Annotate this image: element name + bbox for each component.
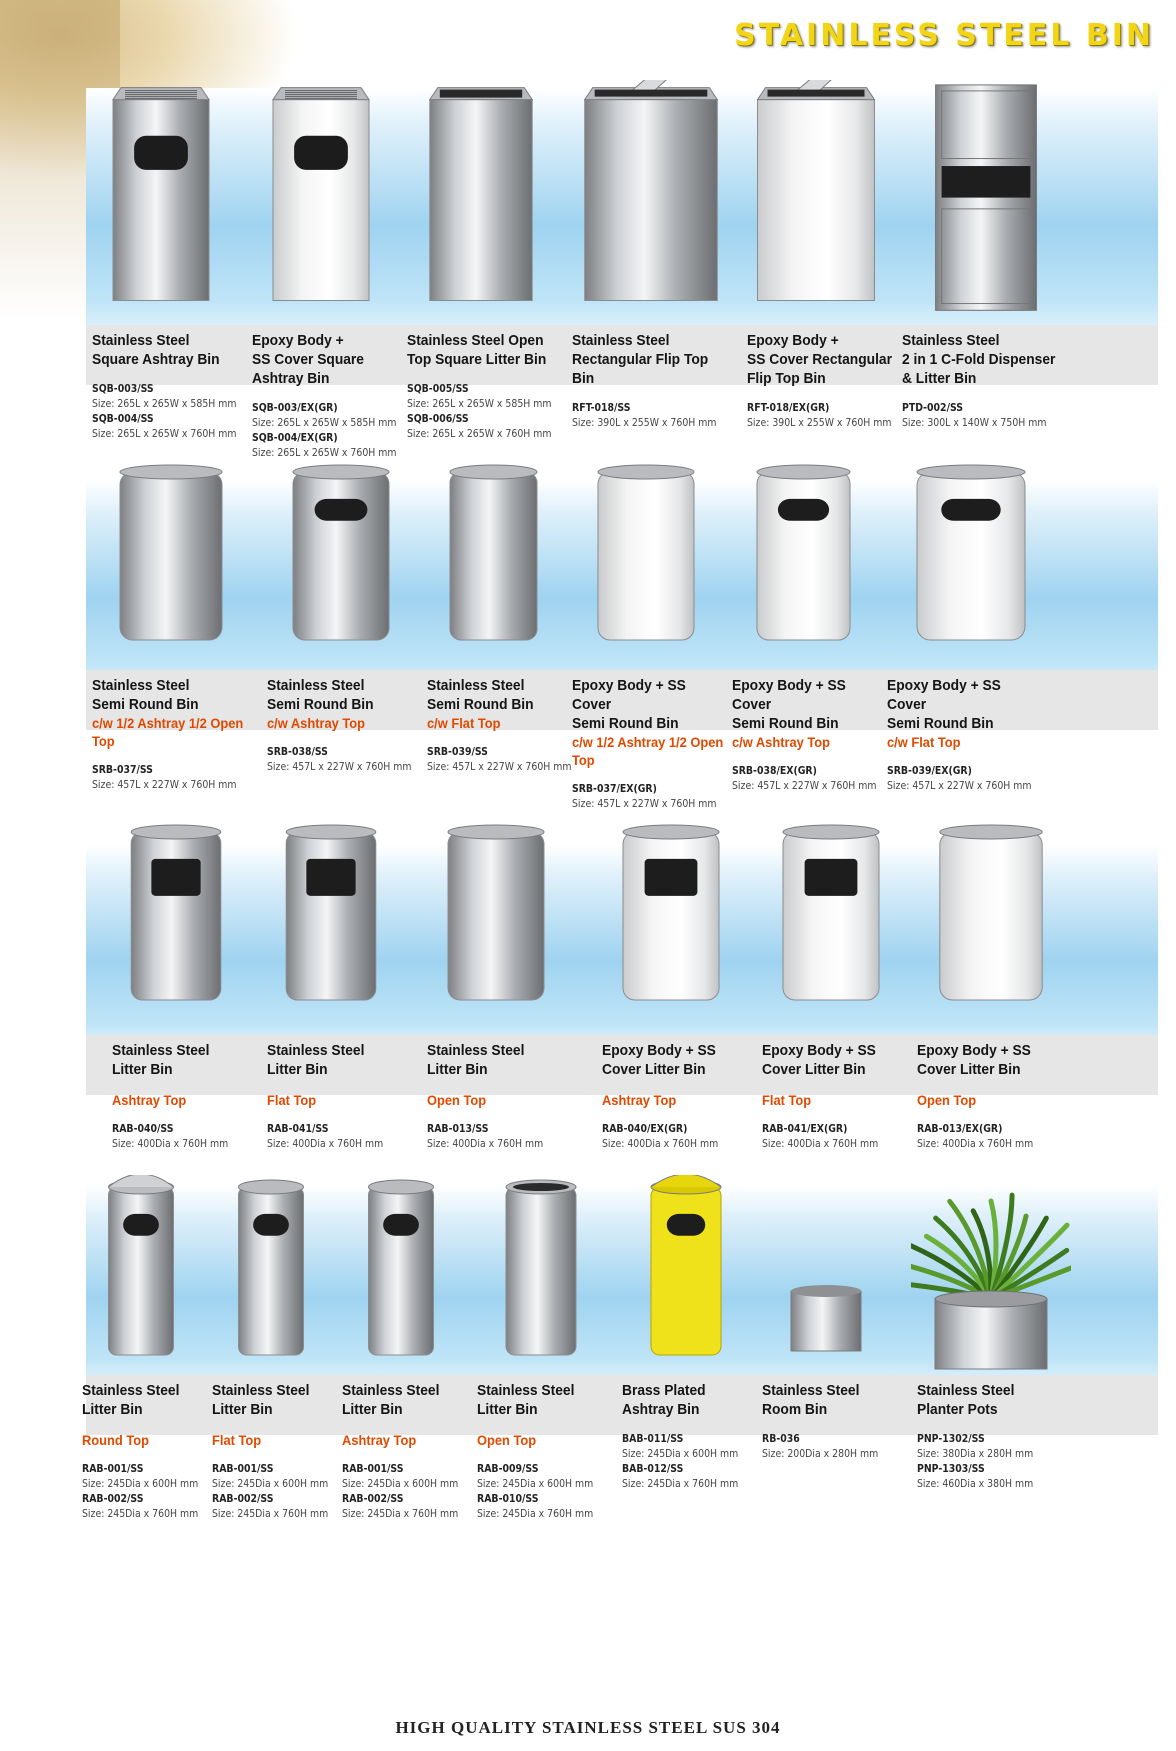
product-image (566, 460, 726, 660)
product-text (252, 331, 422, 460)
product-code: SRB-038/EX(GR) (732, 764, 817, 777)
product-text (602, 1041, 772, 1151)
product-code: RAB-001/SS (212, 1462, 274, 1475)
product-code: SRB-039/EX(GR) (887, 764, 972, 777)
product-text (732, 676, 902, 793)
product-size: Size: 245Dia x 760H mm (477, 1507, 594, 1520)
product-text (572, 676, 742, 811)
product-code: RAB-041/EX(GR) (762, 1122, 848, 1135)
product-text (572, 331, 742, 430)
product-size: Size: 265L x 265W x 760H mm (92, 427, 237, 440)
product-size: Size: 245Dia x 760H mm (622, 1477, 739, 1490)
product-text (762, 1041, 932, 1151)
product-name: Epoxy Body + SS Cover Litter Bin (602, 1042, 716, 1078)
product-name: Brass Plated Ashtray Bin (622, 1382, 706, 1418)
product-code: SQB-006/SS (407, 412, 469, 425)
product-size: Size: 245Dia x 600H mm (82, 1477, 199, 1490)
product-variant-tag: c/w Ashtray Top (267, 715, 366, 731)
product-variant-tag: Flat Top (212, 1432, 262, 1448)
product-name: Stainless Steel Litter Bin (82, 1382, 180, 1418)
product-size: Size: 400Dia x 760H mm (762, 1137, 879, 1150)
product-image (566, 80, 736, 325)
product-size: Size: 265L x 265W x 585H mm (407, 397, 552, 410)
product-image (401, 80, 561, 325)
product-name: Stainless Steel Litter Bin (212, 1382, 310, 1418)
product-code: RAB-010/SS (477, 1492, 539, 1505)
product-size: Size: 245Dia x 760H mm (212, 1507, 329, 1520)
product-code: SRB-037/SS (92, 763, 153, 776)
product-code: RAB-001/SS (82, 1462, 144, 1475)
product-size: Size: 390L x 255W x 760H mm (747, 416, 892, 429)
product-size: Size: 400Dia x 760H mm (427, 1137, 544, 1150)
product-code: SRB-039/SS (427, 745, 488, 758)
product-image (421, 820, 571, 1020)
product-name: Epoxy Body + SS Cover Litter Bin (762, 1042, 876, 1078)
product-name: Stainless Steel Semi Round Bin (427, 677, 534, 713)
product-variant-tag: Flat Top (267, 1092, 317, 1108)
product-text (917, 1041, 1087, 1151)
product-name: Epoxy Body + SS Cover Square Ashtray Bin (252, 332, 364, 387)
product-size: Size: 245Dia x 600H mm (622, 1447, 739, 1460)
product-image (596, 820, 746, 1020)
product-size: Size: 400Dia x 760H mm (267, 1137, 384, 1150)
product-name: Stainless Steel Room Bin (762, 1382, 860, 1418)
product-image (911, 820, 1071, 1020)
product-size: Size: 265L x 265W x 585H mm (252, 416, 397, 429)
product-name: Epoxy Body + SS Cover Litter Bin (917, 1042, 1031, 1078)
product-text (267, 1041, 437, 1151)
page-footer: HIGH QUALITY STAINLESS STEEL SUS 304 (395, 1718, 781, 1737)
product-size: Size: 245Dia x 600H mm (477, 1477, 594, 1490)
product-code: RAB-013/EX(GR) (917, 1122, 1003, 1135)
product-variant-tag: Open Top (917, 1092, 977, 1108)
product-size: Size: 400Dia x 760H mm (112, 1137, 229, 1150)
product-text (267, 676, 437, 774)
product-text (747, 331, 917, 430)
product-variant-tag: Ashtray Top (602, 1092, 677, 1108)
product-text (92, 676, 262, 792)
product-text (407, 331, 577, 441)
product-size: Size: 457L x 227W x 760H mm (572, 797, 717, 810)
product-code: SQB-003/EX(GR) (252, 401, 338, 414)
product-name: Stainless Steel 2 in 1 C-Fold Dispenser & Litter Bin (902, 332, 1056, 387)
product-text (427, 1041, 597, 1151)
product-variant-tag: Round Top (82, 1432, 150, 1448)
product-variant-tag: c/w Flat Top (427, 715, 501, 731)
product-image (421, 460, 566, 660)
product-size: Size: 400Dia x 760H mm (602, 1137, 719, 1150)
product-image (911, 1175, 1071, 1375)
product-image (726, 460, 881, 660)
product-size: Size: 400Dia x 760H mm (917, 1137, 1034, 1150)
product-image (756, 1175, 896, 1375)
product-name: Stainless Steel Rectangular Flip Top Bin (572, 332, 709, 387)
product-code: RAB-013/SS (427, 1122, 489, 1135)
product-code: PNP-1303/SS (917, 1462, 985, 1475)
product-code: RFT-018/SS (572, 401, 631, 414)
product-image (741, 80, 891, 325)
product-row-4 (82, 1170, 1158, 1535)
product-code: RAB-009/SS (477, 1462, 539, 1475)
product-code: SQB-005/SS (407, 382, 469, 395)
product-size: Size: 265L x 265W x 760H mm (407, 427, 552, 440)
product-variant-tag: Ashtray Top (112, 1092, 187, 1108)
product-code: RAB-002/SS (212, 1492, 274, 1505)
product-code: SQB-004/SS (92, 412, 154, 425)
product-code: RAB-002/SS (342, 1492, 404, 1505)
product-text (917, 1381, 1087, 1491)
product-code: SQB-004/EX(GR) (252, 431, 338, 444)
product-text (902, 331, 1072, 430)
product-image (86, 80, 236, 325)
product-image (756, 820, 906, 1020)
product-size: Size: 457L x 227W x 760H mm (732, 779, 877, 792)
product-variant-tag: Open Top (477, 1432, 537, 1448)
product-variant-tag: Ashtray Top (342, 1432, 417, 1448)
product-size: Size: 380Dia x 280H mm (917, 1447, 1034, 1460)
product-name: Stainless Steel Open Top Square Litter Bin (407, 332, 547, 368)
product-image (261, 460, 421, 660)
product-image (106, 820, 246, 1020)
product-size: Size: 245Dia x 760H mm (82, 1507, 199, 1520)
product-name: Epoxy Body + SS Cover Semi Round Bin (572, 677, 686, 732)
product-code: SRB-038/SS (267, 745, 328, 758)
product-code: RFT-018/EX(GR) (747, 401, 830, 414)
product-text (112, 1041, 282, 1151)
product-size: Size: 200Dia x 280H mm (762, 1447, 879, 1460)
product-variant-tag: c/w 1/2 Ashtray 1/2 Open Top (572, 734, 724, 768)
product-size: Size: 457L x 227W x 760H mm (427, 760, 572, 773)
product-code: RAB-041/SS (267, 1122, 329, 1135)
product-image (471, 1175, 611, 1375)
product-size: Size: 265L x 265W x 585H mm (92, 397, 237, 410)
product-image (86, 460, 256, 660)
product-name: Stainless Steel Litter Bin (267, 1042, 365, 1078)
product-size: Size: 460Dia x 380H mm (917, 1477, 1034, 1490)
product-name: Stainless Steel Litter Bin (477, 1382, 575, 1418)
product-code: BAB-012/SS (622, 1462, 684, 1475)
product-name: Epoxy Body + SS Cover Semi Round Bin (887, 677, 1001, 732)
product-name: Stainless Steel Semi Round Bin (267, 677, 374, 713)
product-image (881, 460, 1061, 660)
product-size: Size: 245Dia x 600H mm (212, 1477, 329, 1490)
product-image (246, 80, 396, 325)
product-image (896, 80, 1076, 325)
product-size: Size: 457L x 227W x 760H mm (887, 779, 1032, 792)
product-image (261, 820, 401, 1020)
product-size: Size: 390L x 255W x 760H mm (572, 416, 717, 429)
product-row-2 (86, 455, 1158, 830)
product-size: Size: 457L x 227W x 760H mm (92, 778, 237, 791)
product-variant-tag: c/w Flat Top (887, 734, 961, 750)
product-text (887, 676, 1057, 793)
product-code: RB-036 (762, 1432, 800, 1445)
page-title: STAINLESS STEEL BIN (734, 18, 1154, 53)
product-name: Stainless Steel Semi Round Bin (92, 677, 199, 713)
product-image (336, 1175, 466, 1375)
product-name: Epoxy Body + SS Cover Rectangular Flip Top Bin (747, 332, 892, 387)
product-text (92, 331, 262, 441)
product-name: Stainless Steel Litter Bin (112, 1042, 210, 1078)
product-code: RAB-001/SS (342, 1462, 404, 1475)
product-size: Size: 265L x 265W x 760H mm (252, 446, 397, 459)
product-variant-tag: c/w Ashtray Top (732, 734, 831, 750)
product-text (762, 1381, 932, 1461)
product-name: Epoxy Body + SS Cover Semi Round Bin (732, 677, 846, 732)
product-name: Stainless Steel Litter Bin (427, 1042, 525, 1078)
product-code: PTD-002/SS (902, 401, 964, 414)
product-name: Stainless Steel Planter Pots (917, 1382, 1015, 1418)
product-image (76, 1175, 206, 1375)
product-row-3 (86, 815, 1158, 1195)
product-code: RAB-002/SS (82, 1492, 144, 1505)
product-image (616, 1175, 756, 1375)
product-variant-tag: c/w 1/2 Ashtray 1/2 Open Top (92, 715, 244, 749)
product-code: RAB-040/SS (112, 1122, 174, 1135)
product-variant-tag: Flat Top (762, 1092, 812, 1108)
product-variant-tag: Open Top (427, 1092, 487, 1108)
product-size: Size: 245Dia x 760H mm (342, 1507, 459, 1520)
product-code: BAB-011/SS (622, 1432, 684, 1445)
product-code: PNP-1302/SS (917, 1432, 985, 1445)
product-size: Size: 457L x 227W x 760H mm (267, 760, 412, 773)
product-row-1 (86, 70, 1158, 485)
product-size: Size: 245Dia x 600H mm (342, 1477, 459, 1490)
product-size: Size: 300L x 140W x 750H mm (902, 416, 1047, 429)
product-code: SQB-003/SS (92, 382, 154, 395)
product-code: SRB-037/EX(GR) (572, 782, 657, 795)
product-name: Stainless Steel Square Ashtray Bin (92, 332, 220, 368)
product-name: Stainless Steel Litter Bin (342, 1382, 440, 1418)
product-code: RAB-040/EX(GR) (602, 1122, 688, 1135)
product-image (206, 1175, 336, 1375)
